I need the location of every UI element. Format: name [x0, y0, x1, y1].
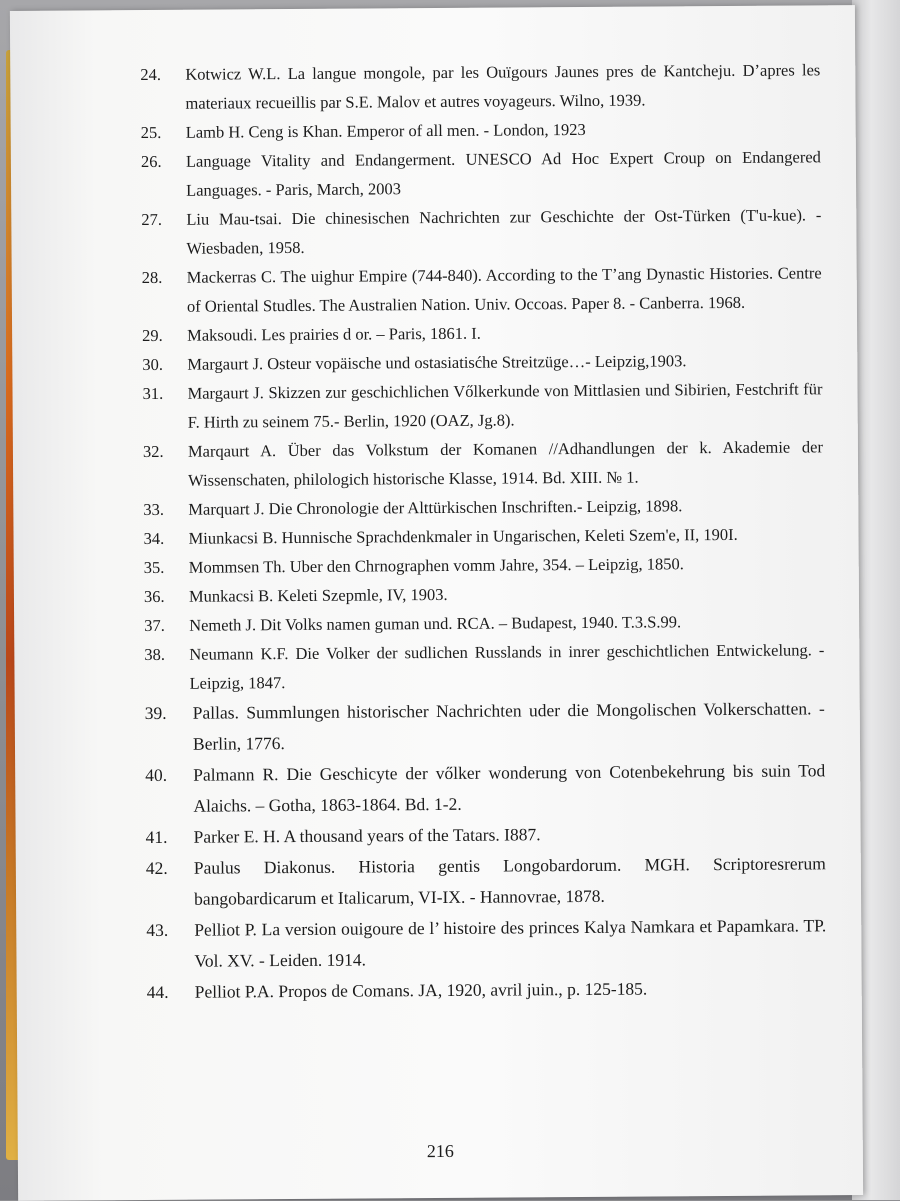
reference-item	[144, 606, 824, 640]
reference-number: 41.	[145, 826, 168, 848]
reference-text: Palmann R. Die Geschicyte der vőlker wonderung von Cotenbekehrung bis suin Tod Alaichs. – Gotha, 1863-1864. Bd. 1-2.	[193, 760, 826, 816]
reference-number: 29.	[142, 325, 163, 346]
reference-number: 30.	[142, 354, 164, 375]
reference-item	[146, 848, 826, 915]
reference-text: Margaurt J. Osteur vopäische und ostasiatisćhe Streitzüge…- Leipzig,1903.	[187, 351, 687, 374]
reference-text: Miunkacsi B. Hunnische Sprachdenkmaler in Ungarischen, Keleti Szem'e, II, 190I.	[188, 524, 738, 548]
reference-number: 39.	[144, 702, 167, 724]
reference-item	[144, 577, 824, 611]
reference-text: Marqaurt A. Über das Volkstum der Komanen //Adhandlungen der k. Akademie der Wissenschaten, philologich historische Klasse, 1914. Bd. XIII. № 1.	[187, 437, 823, 490]
reference-item	[146, 910, 826, 977]
reference-number: 26.	[140, 151, 162, 172]
reference-item	[143, 490, 823, 524]
reference-text: Mackerras C. The uighur Empire (744-840). According to the T’ang Dynastic Histories. Centre of Oriental Studles. The Australien Nation. Univ. Occoas. Paper 8. - Canberra. 1968.	[186, 263, 822, 316]
reference-item	[142, 316, 822, 350]
reference-number: 44.	[146, 981, 169, 1003]
reference-number: 42.	[145, 857, 168, 879]
reference-item	[145, 693, 825, 760]
reference-text: Lamb H. Ceng is Khan. Emperor of all men. - London, 1923	[185, 119, 586, 142]
reference-number: 31.	[142, 383, 164, 404]
reference-text: Mommsen Th. Uber den Chrnographen vomm Jahre, 354. – Leipzig, 1850.	[188, 554, 684, 577]
reference-number: 38.	[144, 644, 166, 665]
reference-item	[146, 817, 826, 853]
reference-item	[142, 345, 822, 379]
reference-text: Nemeth J. Dit Volks namen guman und. RCA. – Budapest, 1940. T.3.S.99.	[189, 612, 682, 635]
reference-text: Language Vitality and Endangerment. UNESCO Ad Hoc Expert Croup on Endangered Languages. - Paris, March, 2003	[185, 147, 821, 200]
reference-item	[144, 635, 824, 698]
reference-item	[147, 972, 827, 1008]
reference-text: Paulus Diakonus. Historia gentis Longobardorum. MGH. Scriptoresrerum bangobardicarum et Italicarum, VI-IX. - Hannovrae, 1878.	[193, 853, 826, 909]
reference-text: Pelliot P.A. Propos de Comans. JA, 1920, avril juin., p. 125-185.	[194, 978, 648, 1002]
reference-text: Pelliot P. La version ouigoure de l’ histoire des princes Kalya Namkara et Papamkara. TP. Vol. XV. - Leiden. 1914.	[194, 915, 827, 971]
reference-number: 32.	[142, 441, 164, 462]
reference-number: 43.	[146, 919, 169, 941]
reference-number: 27.	[141, 209, 163, 230]
reference-text: Liu Mau-tsai. Die chinesischen Nachrichten zur Geschichte der Ost-Türken (T'u-kue). - Wiesbaden, 1958.	[186, 205, 822, 258]
reference-number: 36.	[143, 586, 165, 607]
reference-item	[145, 755, 825, 822]
reference-item	[143, 519, 823, 553]
reference-number: 37.	[144, 615, 165, 636]
reference-text: Munkacsi B. Keleti Szepmle, IV, 1903.	[188, 584, 448, 606]
reference-item	[141, 142, 821, 205]
reference-number: 33.	[143, 499, 165, 520]
reference-text: Marquart J. Die Chronologie der Alttürkischen Inschriften.- Leipzig, 1898.	[188, 496, 683, 519]
reference-number: 24.	[140, 64, 161, 85]
reference-number: 40.	[145, 764, 168, 786]
reference-number: 25.	[140, 122, 162, 143]
reference-item	[143, 432, 823, 495]
reference-number: 28.	[141, 267, 163, 288]
reference-number: 34.	[143, 528, 165, 549]
reference-text: Pallas. Summlungen historischer Nachrichten uder die Mongolischen Volkerschatten. - Berlin, 1776.	[192, 698, 825, 754]
reference-item	[140, 55, 820, 118]
reference-item	[142, 374, 822, 437]
reference-item	[141, 113, 821, 147]
reference-text: Maksoudi. Les prairies d or. – Paris, 1861. I.	[187, 323, 481, 345]
reference-text: Parker E. H. A thousand years of the Tatars. I887.	[193, 824, 541, 847]
page-number: 216	[426, 1140, 454, 1162]
book-page	[10, 5, 863, 1201]
reference-item	[142, 258, 822, 321]
reference-number: 35.	[143, 557, 165, 578]
reference-text: Kotwicz W.L. La langue mongole, par les Ouïgours Jaunes pres de Kantcheju. D’apres les materiaux recueillis par S.E. Malov et autres voyageurs. Wilno, 1939.	[185, 60, 821, 113]
reference-text: Margaurt J. Skizzen zur geschichlichen Vőlkerkunde von Mittlasien und Sibirien, Festchrift für F. Hirth zu seinem 75.- Berlin, 1920 (OAZ, Jg.8).	[187, 379, 823, 432]
reference-text: Neumann K.F. Die Volker der sudlichen Russlands in inrer geschichtlichen Entwickelung. - Leipzig, 1847.	[189, 640, 825, 693]
reference-item	[144, 548, 824, 582]
reference-item	[141, 200, 821, 263]
reference-list	[140, 55, 827, 1008]
